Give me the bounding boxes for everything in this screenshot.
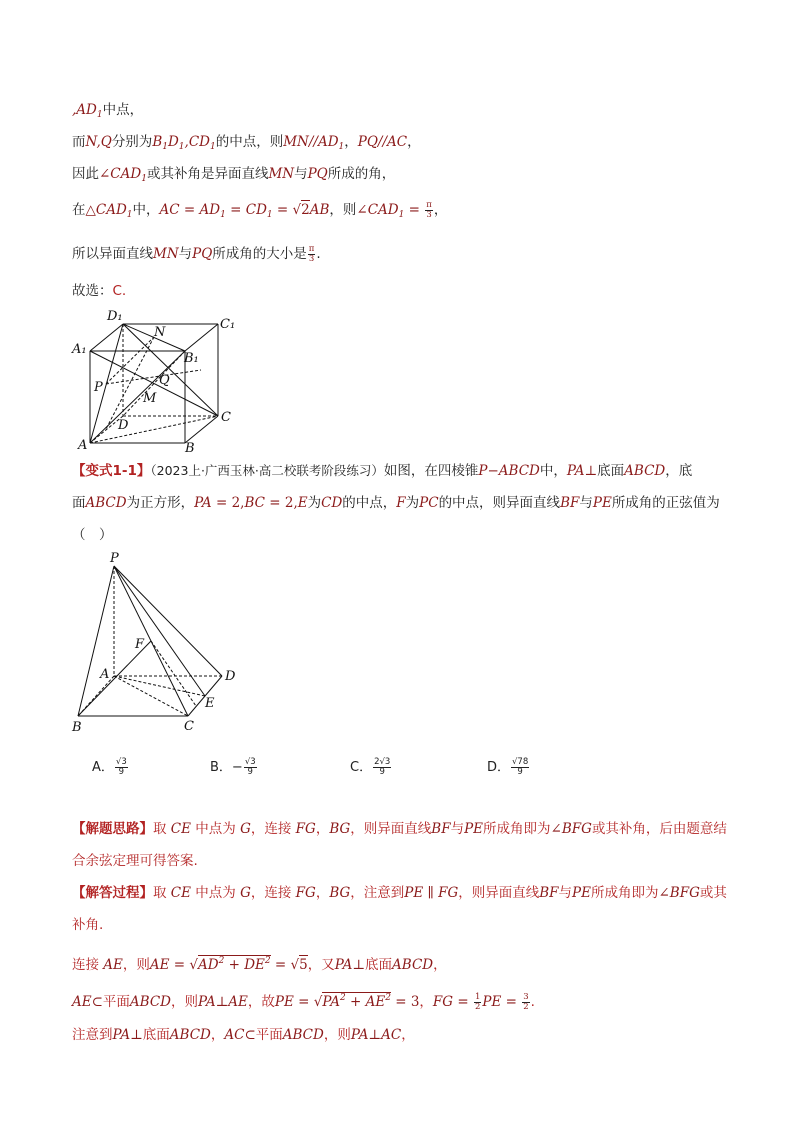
process-line-1: 【解答过程】取 CE 中点为 G，连接 FG，BG，注意到PE ∥ FG，则异面直线BF与PE所成角即为∠BFG或其 xyxy=(72,885,727,901)
pyramid-figure xyxy=(68,548,248,738)
solution-line-4: 在$\triangle CAD_1$中，AC = $AD_1 = CD_1 = √2AB$，则$\angle CAD_1$ = $\frac{\pi}{3}$ ， xyxy=(72,199,448,220)
process-line-4: AE⊂平面ABCD，则PA⊥AE，故PE = $√PA^2 + AE^2 = 3$，FG = $\frac{1}{2}$ PE = $\frac{3}{2}$ . xyxy=(72,991,535,1012)
cube-label-n: N xyxy=(154,325,166,340)
idea-line-2: 合余弦定理可得答案. xyxy=(72,853,198,869)
cube-label-a1: A₁ xyxy=(72,342,87,357)
solution-line-1: $,AD_1$中点， xyxy=(72,102,144,120)
cube-label-d1: D₁ xyxy=(107,309,123,324)
cube-label-b: B xyxy=(185,441,195,455)
pyramid-label-b: B xyxy=(72,720,82,735)
process-line-3: 连接 AE，则AE = $√AD^2 + DE^2 = √5$，又PA⊥底面ABCD， xyxy=(72,956,447,973)
cube-label-p: P xyxy=(94,380,103,395)
cube-label-b1: B₁ xyxy=(184,351,199,366)
option-d[interactable]: D． $\frac{√78}{9}$ xyxy=(487,757,529,777)
cube-figure xyxy=(70,305,245,455)
option-c[interactable]: C． $\frac{2√3}{9}$ xyxy=(350,757,391,777)
pyramid-label-d: D xyxy=(225,669,236,684)
option-a[interactable]: A． $\frac{√3}{9}$ xyxy=(92,757,127,777)
solution-line-3: 因此$\angle CAD_1$或其补角是异面直线MN与PQ所成的角， xyxy=(72,166,396,184)
solution-line-5: 所以异面直线MN与PQ所成角的大小是 $\frac{\pi}{3}$ . xyxy=(72,243,321,264)
variant-line-2: 面ABCD为正方形，PA = 2,BC = 2,E为CD的中点，F为PC的中点，则异面直线BF与PE所成角的正弦值为 xyxy=(72,495,720,511)
answer-line: 故选：C. xyxy=(72,283,127,299)
option-b[interactable]: B．− $\frac{√3}{9}$ xyxy=(210,757,256,777)
idea-line-1: 【解题思路】取 CE 中点为 G，连接 FG，BG，则异面直线BF与PE所成角即为∠BFG或其补角，后由题意结 xyxy=(72,821,727,837)
process-line-5: 注意到PA⊥底面ABCD，AC⊂平面ABCD，则PA⊥AC， xyxy=(72,1027,415,1043)
solution-line-2: 而N,Q分别为$B_1D_1,CD_1$的中点，则$MN//AD_1$，PQ//AC， xyxy=(72,134,421,152)
variant-paren: （ ） xyxy=(72,527,113,543)
cube-label-c: C xyxy=(221,410,231,425)
cube-label-a: A xyxy=(78,438,88,453)
cube-label-q: Q xyxy=(159,373,170,388)
process-line-2: 补角. xyxy=(72,917,104,933)
cube-label-m: M xyxy=(143,391,157,406)
cube-label-d: D xyxy=(118,418,129,433)
pyramid-label-c: C xyxy=(184,719,194,734)
variant-line-1: 【变式1-1】（2023上·广西玉林·高二校联考阶段练习）如图，在四棱锥P−ABCD中，PA⊥底面ABCD，底 xyxy=(72,463,693,479)
pyramid-label-e: E xyxy=(205,696,215,711)
pyramid-label-p: P xyxy=(110,551,119,566)
cube-label-c1: C₁ xyxy=(220,317,236,332)
pyramid-label-f: F xyxy=(135,637,145,652)
pyramid-label-a: A xyxy=(100,667,110,682)
